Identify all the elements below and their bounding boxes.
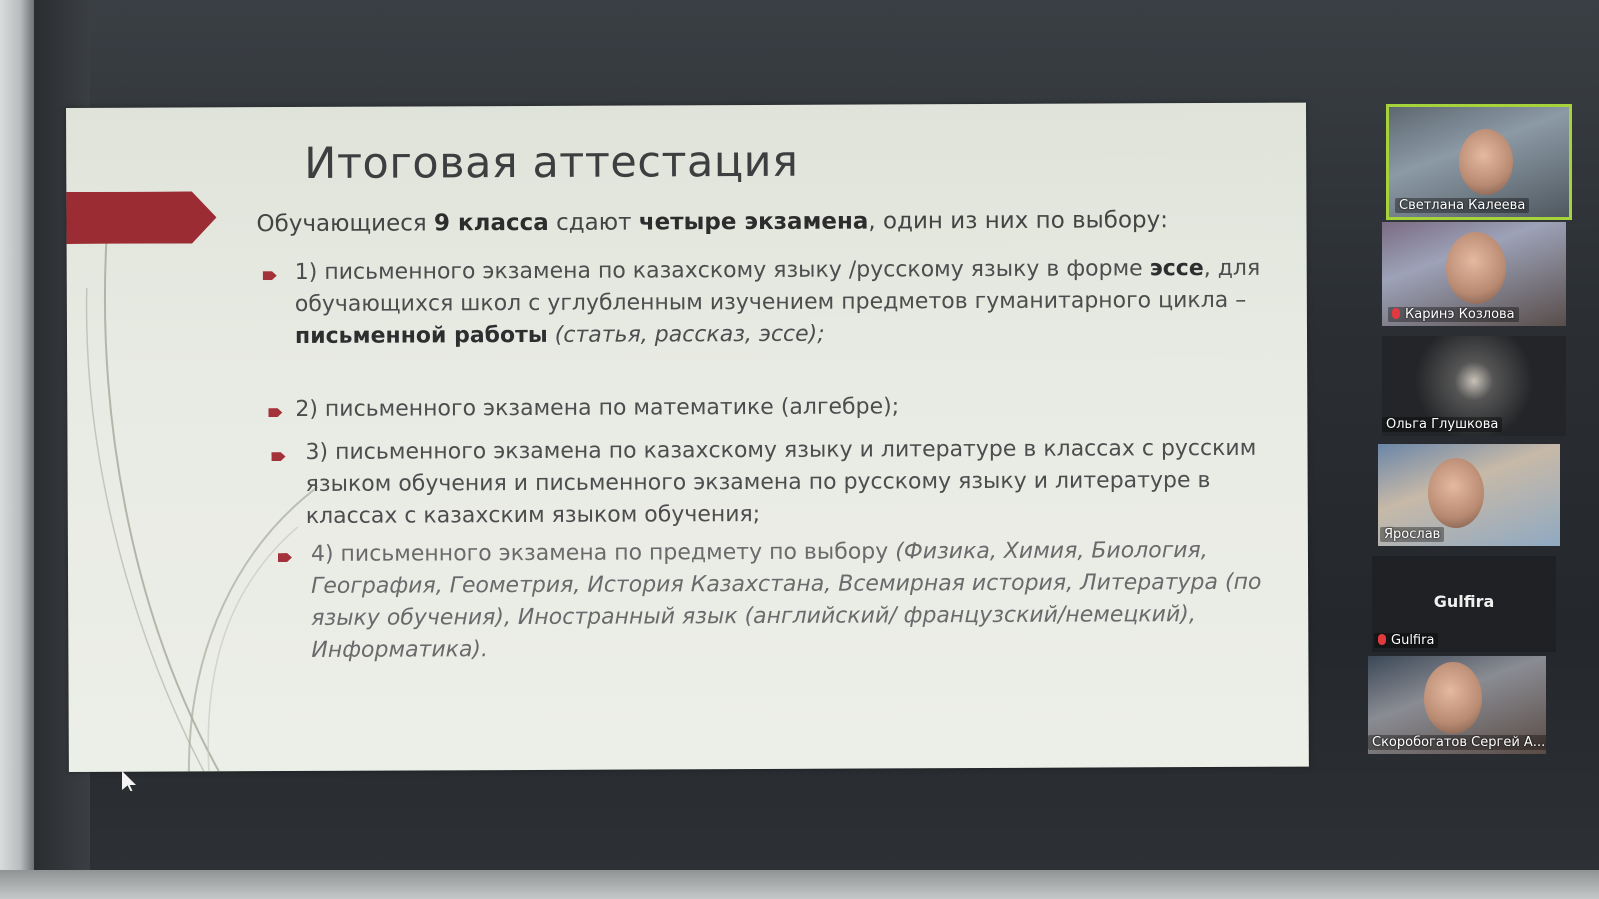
participant-name-label [1374,633,1438,648]
participant-video [1428,458,1484,528]
participant-name: Gulfira [1391,633,1435,648]
participant-video [1459,129,1513,195]
participant-name: Светлана Калеева [1395,198,1529,213]
mic-muted-icon [1378,634,1386,645]
bullet-item: 1) письменного экзамена по казахскому языку /русскому языку в форме эссе, для обучающихся школ с углубленным изучением предметов гуманитарного цикла – письменной работы (статья, рассказ, эссе); [294,255,1261,350]
bullet-item: 2) письменного экзамена по математике (алгебре); [295,394,900,423]
participant-tile[interactable] [1386,104,1572,220]
participant-name-label [1388,307,1519,322]
participant-name: Скоробогатов Сергей А... [1368,735,1546,750]
bullet-item: 4) письменного экзамена по предмету по выбору (Физика, Химия, Биология, География, Геометрия, История Казахстана, Всемирная история, Литература (по языку обучения), Иностранный язык (английский/ французский/немецкий), Информатика). [310,538,1262,663]
participant-tile[interactable] [1382,222,1566,326]
participant-display-name: Gulfira [1433,592,1495,611]
participant-tile[interactable] [1382,336,1566,436]
participant-tile[interactable] [1368,656,1546,754]
mic-muted-icon [1392,308,1400,319]
slide-title: Итоговая аттестация [304,136,799,189]
participant-name: Каринэ Козлова [1405,307,1515,322]
mouse-pointer-icon [122,771,136,791]
participant-video [1424,662,1482,734]
participant-name: Ярослав [1380,527,1444,542]
slide-intro: Обучающиеся 9 класса сдают четыре экзамена, один из них по выбору: [256,207,1169,238]
bullet-item: 3) письменного экзамена по казахскому языку и литературе в классах с русским языком обучения и письменного экзамена по русскому языку и литературе в классах с казахским языком обучения; [305,435,1257,529]
monitor-bottom-bezel [0,870,1599,899]
participant-tile[interactable] [1378,444,1560,546]
participant-video [1446,232,1506,304]
monitor-bezel [0,0,34,899]
shared-slide [66,103,1309,772]
title-arrow-shape [66,191,217,244]
participant-tile[interactable] [1372,556,1556,652]
participant-name: Ольга Глушкова [1382,417,1502,432]
